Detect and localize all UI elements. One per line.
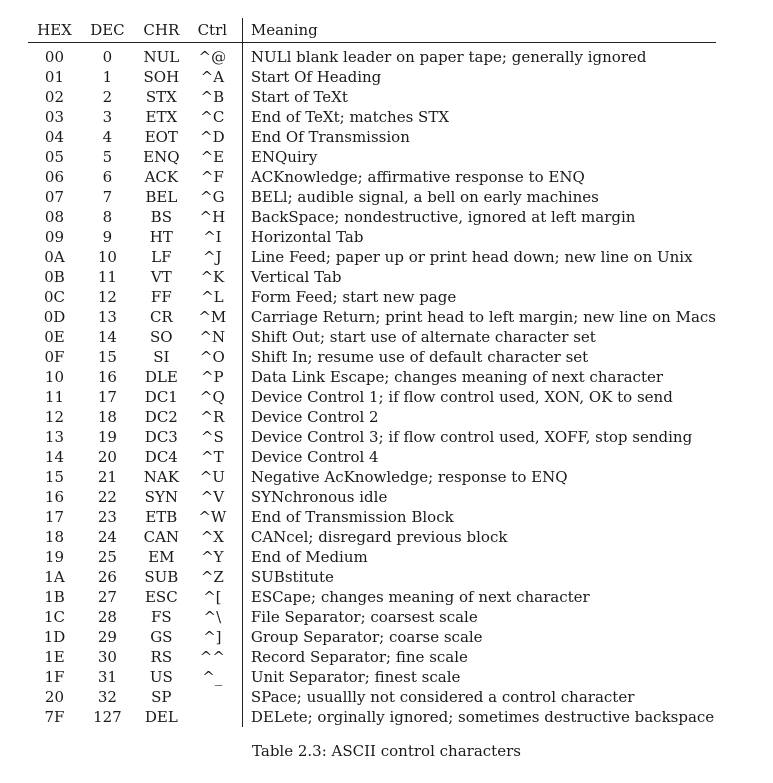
cell-meaning: File Separator; coarsest scale	[242, 607, 716, 627]
cell-hex: 0F	[44, 348, 65, 366]
cell-chr: DC3	[144, 428, 178, 446]
cell-dec: 12	[97, 288, 117, 306]
cell-meaning: Device Control 4	[242, 447, 716, 467]
cell-ctrl: ^I	[203, 228, 222, 246]
cell-meaning: Shift Out; start use of alternate character set	[242, 327, 716, 347]
cell-dec: 30	[97, 648, 117, 666]
table-header-row	[28, 18, 716, 43]
cell-chr: ENQ	[143, 148, 180, 166]
cell-dec: 13	[97, 308, 117, 326]
cell-dec: 14	[97, 328, 117, 346]
cell-hex: 0D	[43, 308, 66, 326]
table-row	[28, 467, 716, 487]
cell-chr: SI	[153, 348, 170, 366]
cell-ctrl: ^P	[200, 368, 224, 386]
cell-hex: 1E	[44, 648, 65, 666]
cell-chr: DC1	[144, 388, 178, 406]
cell-dec: 3	[102, 108, 113, 126]
cell-ctrl	[189, 707, 243, 727]
table-row	[28, 227, 716, 247]
cell-chr: ETB	[145, 508, 178, 526]
cell-hex: 03	[44, 108, 65, 126]
cell-meaning: End of TeXt; matches STX	[242, 107, 716, 127]
cell-dec: 127	[93, 708, 122, 726]
table-row	[28, 107, 716, 127]
table-row	[28, 347, 716, 367]
table-row	[28, 287, 716, 307]
cell-ctrl: ^Z	[200, 568, 224, 586]
cell-hex: 20	[44, 688, 65, 706]
cell-dec: 2	[102, 88, 113, 106]
table-row	[28, 447, 716, 467]
cell-dec: 31	[97, 668, 117, 686]
cell-dec: 26	[97, 568, 117, 586]
cell-ctrl: ^C	[200, 108, 225, 126]
header-meaning: Meaning	[242, 18, 716, 43]
cell-dec: 25	[97, 548, 117, 566]
cell-dec: 23	[97, 508, 117, 526]
table-row	[28, 267, 716, 287]
cell-ctrl: ^_	[202, 668, 223, 686]
cell-hex: 01	[44, 68, 65, 86]
cell-ctrl	[189, 687, 243, 707]
cell-hex: 09	[44, 228, 65, 246]
cell-ctrl: ^M	[198, 308, 227, 326]
cell-meaning: Vertical Tab	[242, 267, 716, 287]
cell-ctrl: ^L	[201, 288, 224, 306]
cell-chr: GS	[150, 628, 173, 646]
cell-chr: CAN	[143, 528, 180, 546]
table-row	[28, 647, 716, 667]
cell-chr: EM	[148, 548, 175, 566]
cell-dec: 7	[102, 188, 113, 206]
cell-chr: ETX	[145, 108, 178, 126]
cell-ctrl: ^Y	[201, 548, 224, 566]
table-row	[28, 547, 716, 567]
cell-dec: 1	[102, 68, 113, 86]
cell-chr: NAK	[143, 468, 179, 486]
cell-meaning: BELl; audible signal, a bell on early machines	[242, 187, 716, 207]
cell-ctrl: ^E	[200, 148, 225, 166]
cell-hex: 0C	[43, 288, 65, 306]
cell-ctrl: ^R	[200, 408, 225, 426]
cell-hex: 0E	[44, 328, 65, 346]
cell-hex: 7F	[44, 708, 65, 726]
cell-meaning: Carriage Return; print head to left margin; new line on Macs	[242, 307, 716, 327]
table-row	[28, 247, 716, 267]
cell-ctrl: ^N	[199, 328, 226, 346]
table-row	[28, 307, 716, 327]
cell-meaning: BackSpace; nondestructive, ignored at left margin	[242, 207, 716, 227]
cell-hex: 1C	[43, 608, 65, 626]
cell-ctrl: ^^	[199, 648, 225, 666]
cell-ctrl: ^A	[200, 68, 225, 86]
cell-hex: 11	[44, 388, 65, 406]
table-row	[28, 687, 716, 707]
table-row	[28, 327, 716, 347]
cell-meaning: Form Feed; start new page	[242, 287, 716, 307]
cell-chr: DC4	[144, 448, 178, 466]
table-row	[28, 507, 716, 527]
cell-chr: SO	[150, 328, 173, 346]
cell-hex: 07	[44, 188, 65, 206]
cell-chr: BS	[150, 208, 172, 226]
cell-meaning: CANcel; disregard previous block	[242, 527, 716, 547]
table-row	[28, 707, 716, 727]
cell-chr: LF	[151, 248, 172, 266]
header-dec: DEC	[81, 18, 134, 43]
table-row	[28, 587, 716, 607]
cell-dec: 19	[97, 428, 117, 446]
table-row	[28, 207, 716, 227]
cell-chr: SP	[151, 688, 172, 706]
cell-ctrl: ^D	[200, 128, 225, 146]
table-row	[28, 127, 716, 147]
cell-chr: CR	[149, 308, 173, 326]
cell-meaning: End of Transmission Block	[242, 507, 716, 527]
table-row	[28, 87, 716, 107]
table-row	[28, 427, 716, 447]
cell-chr: DLE	[144, 368, 178, 386]
cell-dec: 21	[97, 468, 117, 486]
cell-chr: ESC	[144, 588, 178, 606]
cell-meaning: NULl blank leader on paper tape; generally ignored	[242, 43, 716, 68]
cell-hex: 0B	[44, 268, 65, 286]
cell-meaning: ENQuiry	[242, 147, 716, 167]
cell-dec: 20	[97, 448, 117, 466]
header-chr: CHR	[134, 18, 189, 43]
cell-ctrl: ^G	[200, 188, 225, 206]
cell-chr: VT	[150, 268, 172, 286]
cell-hex: 17	[44, 508, 65, 526]
table-row	[28, 167, 716, 187]
cell-dec: 32	[97, 688, 117, 706]
cell-dec: 28	[97, 608, 117, 626]
cell-ctrl: ^@	[198, 48, 227, 66]
cell-meaning: SUBstitute	[242, 567, 716, 587]
cell-meaning: ESCape; changes meaning of next character	[242, 587, 716, 607]
cell-ctrl: ^S	[200, 428, 224, 446]
cell-dec: 5	[102, 148, 113, 166]
cell-hex: 08	[44, 208, 65, 226]
cell-meaning: Start of TeXt	[242, 87, 716, 107]
cell-chr: BEL	[145, 188, 178, 206]
cell-meaning: Group Separator; coarse scale	[242, 627, 716, 647]
cell-ctrl: ^X	[200, 528, 224, 546]
cell-dec: 8	[102, 208, 113, 226]
cell-meaning: ACKnowledge; affirmative response to ENQ	[242, 167, 716, 187]
cell-meaning: Negative AcKnowledge; response to ENQ	[242, 467, 716, 487]
cell-hex: 02	[44, 88, 65, 106]
cell-dec: 11	[97, 268, 117, 286]
cell-chr: DEL	[144, 708, 178, 726]
table-row	[28, 607, 716, 627]
cell-dec: 9	[102, 228, 113, 246]
cell-hex: 13	[44, 428, 65, 446]
cell-dec: 15	[97, 348, 117, 366]
cell-dec: 16	[97, 368, 117, 386]
cell-meaning: Device Control 3; if flow control used, XOFF, stop sending	[242, 427, 716, 447]
cell-chr: EOT	[144, 128, 178, 146]
cell-dec: 22	[97, 488, 117, 506]
table-row	[28, 187, 716, 207]
cell-hex: 04	[44, 128, 65, 146]
header-hex: HEX	[28, 18, 81, 43]
cell-meaning: Record Separator; fine scale	[242, 647, 716, 667]
cell-ctrl: ^H	[199, 208, 226, 226]
cell-hex: 10	[44, 368, 65, 386]
table-body	[28, 43, 716, 728]
cell-ctrl: ^U	[199, 468, 225, 486]
cell-ctrl: ^F	[200, 168, 224, 186]
cell-hex: 1A	[44, 568, 65, 586]
cell-dec: 27	[97, 588, 117, 606]
cell-hex: 1D	[43, 628, 66, 646]
cell-chr: HT	[149, 228, 173, 246]
header-ctrl: Ctrl	[189, 18, 243, 43]
cell-chr: SOH	[143, 68, 180, 86]
cell-chr: DC2	[144, 408, 178, 426]
cell-ctrl: ^]	[203, 628, 222, 646]
cell-meaning: End Of Transmission	[242, 127, 716, 147]
cell-dec: 0	[102, 48, 113, 66]
cell-meaning: Device Control 1; if flow control used, XON, OK to send	[242, 387, 716, 407]
table-row	[28, 527, 716, 547]
cell-hex: 16	[44, 488, 65, 506]
cell-hex: 00	[44, 48, 65, 66]
cell-dec: 17	[97, 388, 117, 406]
cell-ctrl: ^Q	[199, 388, 225, 406]
cell-hex: 06	[44, 168, 65, 186]
cell-chr: FS	[150, 608, 172, 626]
cell-dec: 29	[97, 628, 117, 646]
cell-meaning: Device Control 2	[242, 407, 716, 427]
cell-meaning: Horizontal Tab	[242, 227, 716, 247]
cell-hex: 0A	[44, 248, 65, 266]
cell-ctrl: ^J	[203, 248, 222, 266]
cell-dec: 10	[97, 248, 117, 266]
table-row	[28, 667, 716, 687]
cell-chr: FF	[150, 288, 172, 306]
cell-hex: 18	[44, 528, 65, 546]
cell-meaning: End of Medium	[242, 547, 716, 567]
cell-meaning: Shift In; resume use of default character set	[242, 347, 716, 367]
cell-chr: STX	[145, 88, 177, 106]
cell-hex: 1B	[44, 588, 65, 606]
cell-meaning: Data Link Escape; changes meaning of next character	[242, 367, 716, 387]
table-row	[28, 627, 716, 647]
cell-hex: 05	[44, 148, 65, 166]
cell-ctrl: ^\	[203, 608, 222, 626]
cell-ctrl: ^T	[201, 448, 224, 466]
cell-dec: 24	[97, 528, 117, 546]
cell-meaning: SPace; usuallly not considered a control character	[242, 687, 716, 707]
cell-meaning: SYNchronous idle	[242, 487, 716, 507]
cell-meaning: DELete; orginally ignored; sometimes destructive backspace	[242, 707, 716, 727]
table-row	[28, 407, 716, 427]
table-row	[28, 567, 716, 587]
cell-ctrl: ^B	[200, 88, 225, 106]
ascii-control-table	[28, 18, 716, 727]
cell-ctrl: ^O	[199, 348, 225, 366]
cell-chr: US	[149, 668, 173, 686]
cell-ctrl: ^W	[198, 508, 227, 526]
cell-hex: 1F	[44, 668, 65, 686]
cell-hex: 15	[44, 468, 65, 486]
cell-meaning: Unit Separator; finest scale	[242, 667, 716, 687]
table-row	[28, 67, 716, 87]
table-row	[28, 147, 716, 167]
cell-chr: RS	[150, 648, 173, 666]
cell-ctrl: ^V	[200, 488, 225, 506]
cell-dec: 18	[97, 408, 117, 426]
cell-hex: 14	[44, 448, 65, 466]
cell-chr: SYN	[144, 488, 178, 506]
cell-meaning: Line Feed; paper up or print head down; new line on Unix	[242, 247, 716, 267]
cell-hex: 12	[44, 408, 65, 426]
cell-meaning: Start Of Heading	[242, 67, 716, 87]
cell-dec: 6	[102, 168, 113, 186]
table-row	[28, 43, 716, 68]
table-row	[28, 487, 716, 507]
cell-ctrl: ^[	[203, 588, 222, 606]
table-row	[28, 387, 716, 407]
cell-chr: ACK	[144, 168, 179, 186]
cell-dec: 4	[102, 128, 113, 146]
cell-chr: SUB	[144, 568, 179, 586]
cell-chr: NUL	[143, 48, 180, 66]
table-caption: Table 2.3: ASCII control characters	[252, 742, 521, 760]
cell-ctrl: ^K	[200, 268, 225, 286]
cell-hex: 19	[44, 548, 65, 566]
table-row	[28, 367, 716, 387]
